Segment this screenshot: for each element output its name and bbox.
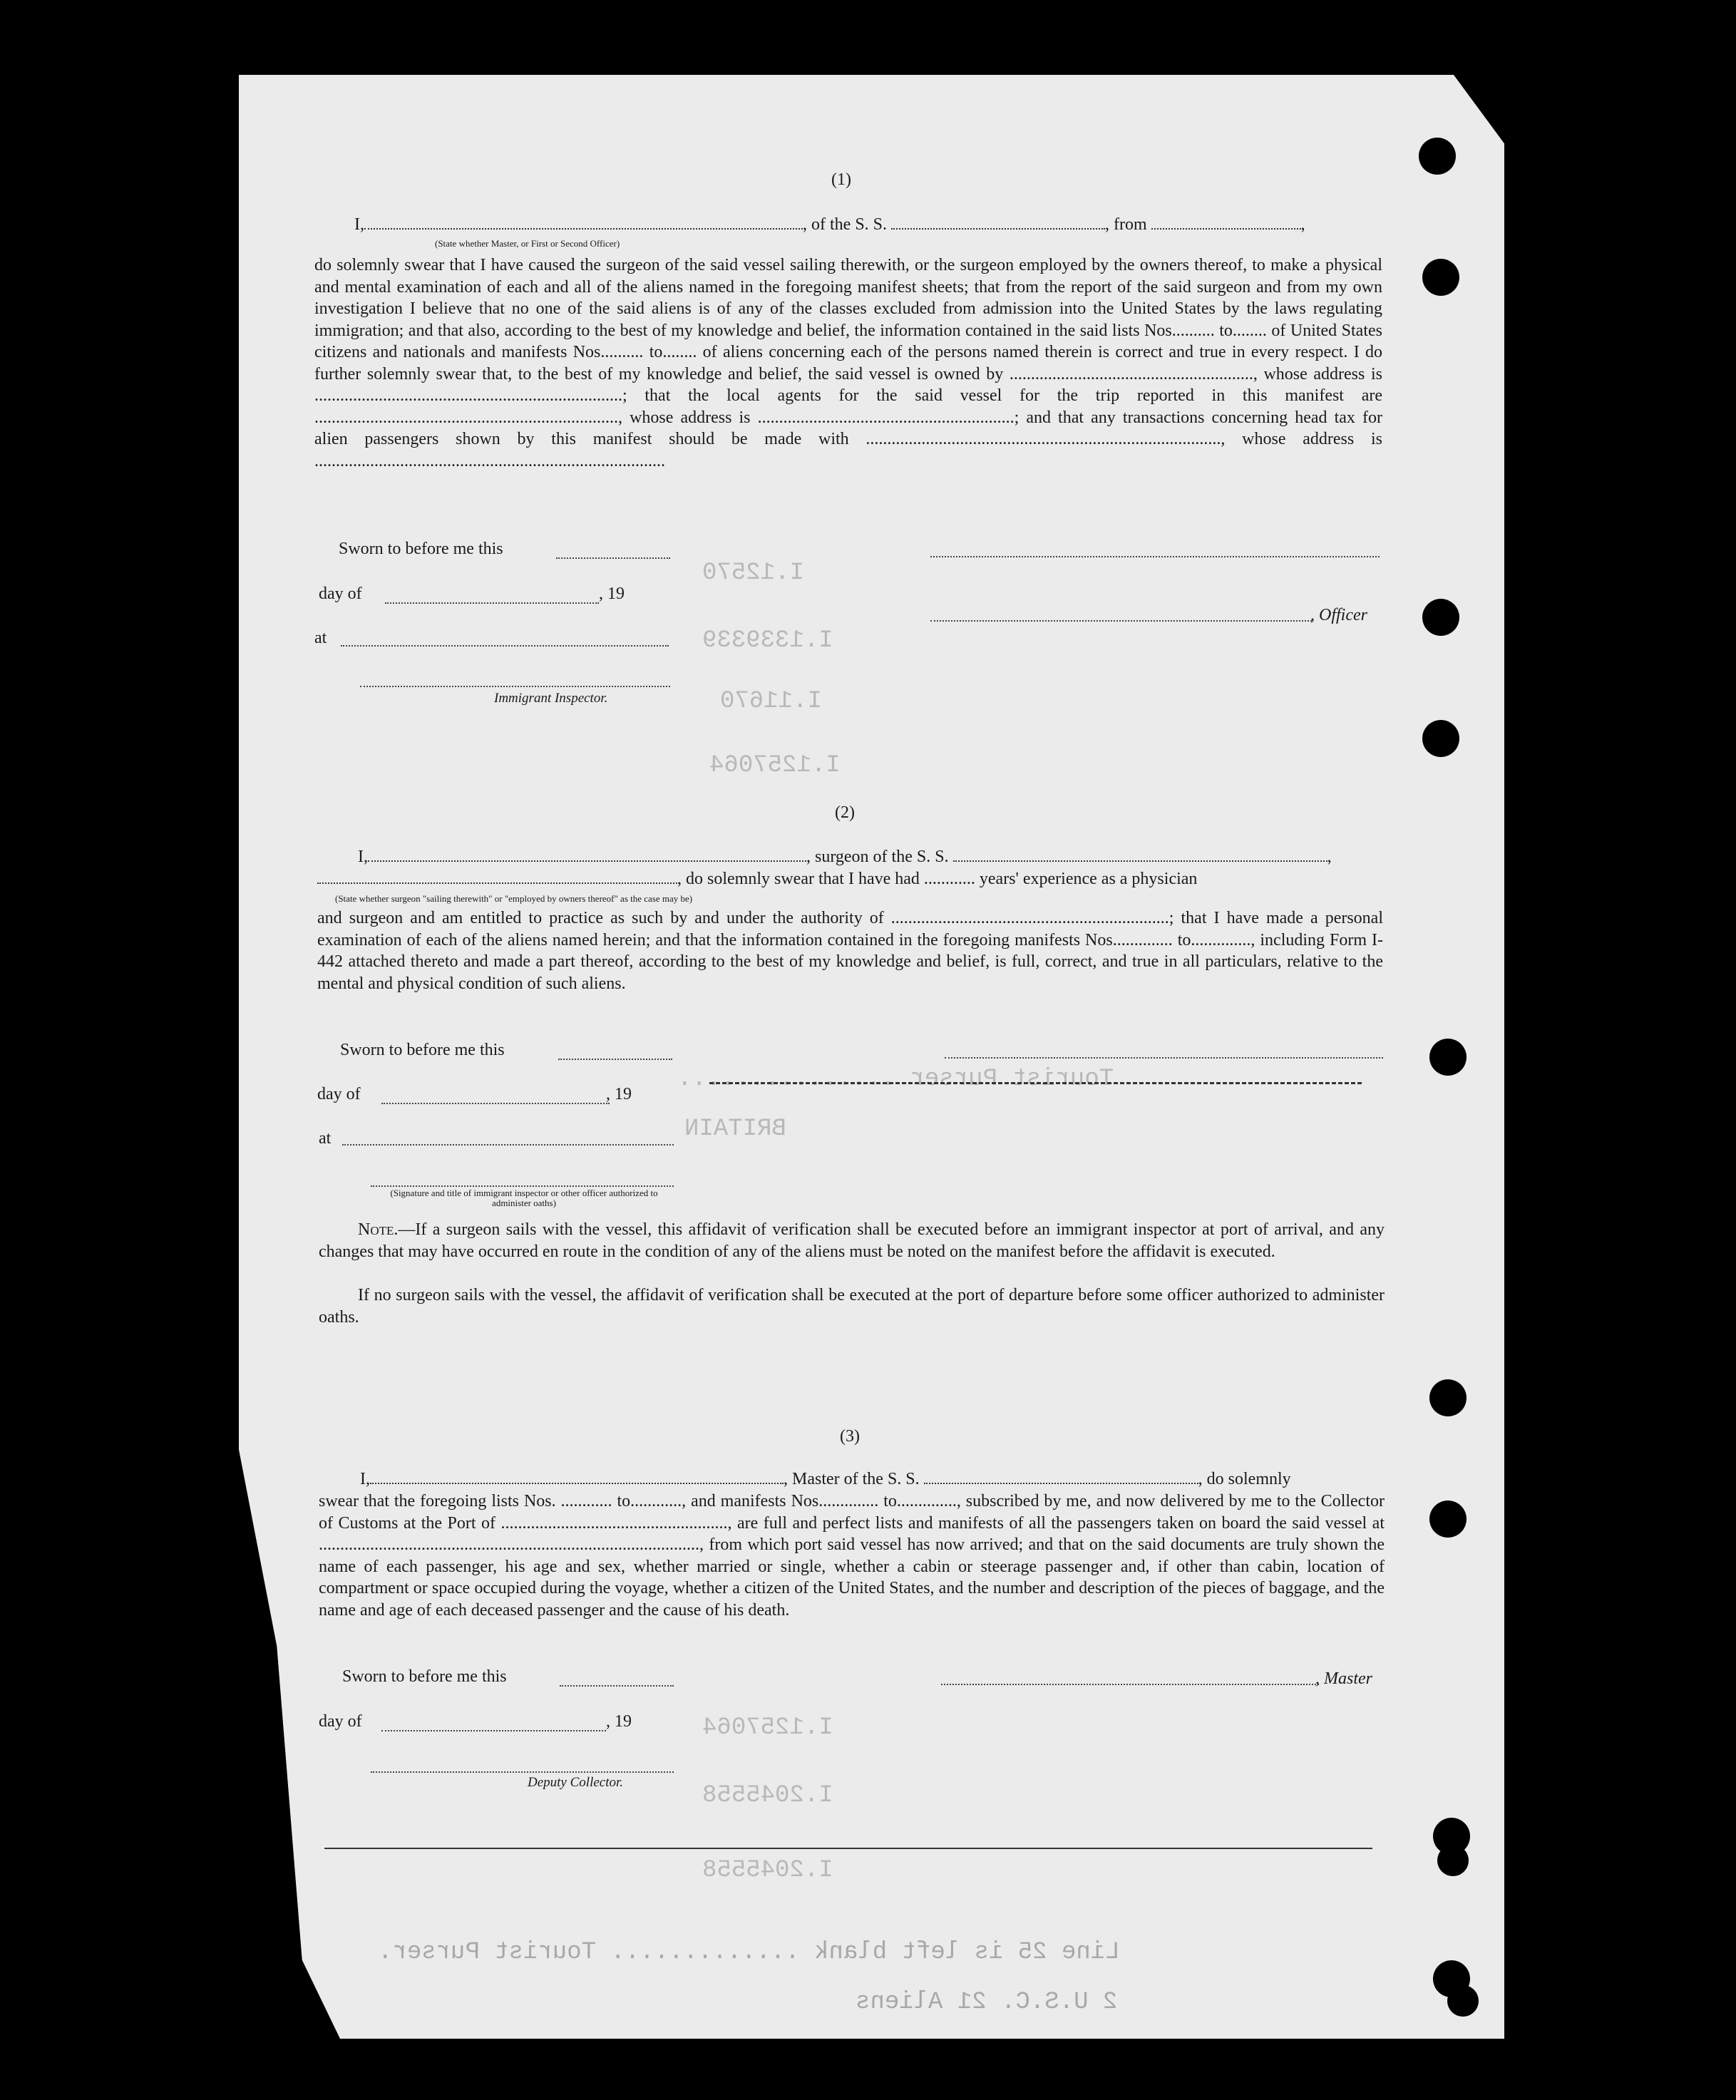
punch-hole (1437, 1845, 1469, 1876)
punch-hole (1429, 1379, 1467, 1416)
bleed-through-text: BRITAIN (684, 1116, 786, 1143)
blank-line (381, 1730, 606, 1731)
year-label: , 19 (606, 1712, 632, 1731)
section-1-intro: I, , of the S. S. , from , (354, 215, 1305, 234)
punch-hole (1422, 599, 1459, 636)
collector-label: Deputy Collector. (528, 1775, 624, 1790)
bleed-through-text: I.1339339 (702, 627, 833, 654)
ss-label: , of the S. S. (803, 215, 888, 234)
bleed-through-text: Tourist Purser ............... (677, 1066, 1114, 1093)
year-label: , 19 (599, 585, 625, 603)
section-2-note-2: If no surgeon sails with the vessel, the affidavit of verification shall be executed at the port of departure before some officer authorized to administer oaths. (319, 1286, 1385, 1327)
section-3-number: (3) (840, 1427, 860, 1446)
from-label: , from (1105, 215, 1147, 234)
master-ss-label: , Master of the S. S. (784, 1470, 920, 1488)
blank-line (371, 1771, 674, 1773)
section-2-line2: , do solemnly swear that I have had ............ years' experience as a physician (317, 868, 1197, 890)
punch-hole (1429, 1039, 1467, 1076)
blank-line (930, 556, 1380, 557)
officer-label: , Officer (1310, 606, 1367, 624)
surgeon-ss-label: , surgeon of the S. S. (806, 848, 949, 866)
at-label: at (314, 629, 327, 647)
signature-note: (Signature and title of immigrant inspector or other officer authorized to administer oaths) (390, 1188, 658, 1208)
section-3-intro: I, , Master of the S. S. , do solemnly (360, 1470, 1291, 1488)
day-label: day of (317, 1085, 361, 1103)
blank-line (558, 1059, 672, 1060)
sworn-label: Sworn to before me this (339, 540, 503, 558)
blank-line (360, 686, 670, 687)
master-note: (State whether Master, or First or Second Officer) (435, 238, 620, 249)
blank-line (341, 645, 669, 647)
punch-hole (1419, 138, 1456, 175)
blank-line (560, 1685, 674, 1687)
section-2-body: and surgeon and am entitled to practice as such by and under the authority of .................................................................; that I have made a personal examination of each of the aliens named herein; and that the information contained in the foregoing manifests Nos.............. to.............., including Form I-442 attached thereto and made a part thereof, according to the best of my knowledge and belief, is full, correct, and true in all particulars, relative to the mental and physical condition of such aliens. (317, 909, 1383, 993)
bottom-rule (324, 1848, 1372, 1849)
bleed-through-text: I.11670 (720, 688, 822, 715)
sworn-label: Sworn to before me this (340, 1041, 505, 1059)
surgeon-note: (State whether surgeon "sailing therewith" or "employed by owners thereof" as the case may be) (335, 893, 693, 904)
day-label: day of (319, 585, 362, 603)
punch-hole (1447, 1985, 1479, 2017)
note-label: Note. (358, 1220, 399, 1239)
year-label: , 19 (606, 1085, 632, 1103)
day-label: day of (319, 1712, 362, 1731)
punch-hole (1429, 1501, 1467, 1538)
bleed-through-text: I.1257064 (709, 752, 841, 779)
punch-hole (1422, 720, 1459, 757)
section-2-note: Note.—If a surgeon sails with the vessel, this affidavit of verification shall be executed before an immigrant inspector at port of arrival, and any changes that may have occurred en route in the condition of any of the aliens must be noted on the manifest before the affidavit is executed. (319, 1220, 1385, 1261)
bleed-through-text: I.2045558 (702, 1857, 833, 1884)
section-2-intro: I, , surgeon of the S. S. , (358, 848, 1332, 866)
bleed-through-text: Line 25 is left blank ............. Tourist Purser. (378, 1939, 1120, 1966)
blank-line (342, 1144, 674, 1146)
blank-line (381, 1103, 610, 1104)
punch-hole (1422, 259, 1459, 296)
inspector-label: Immigrant Inspector. (494, 691, 608, 706)
blank-line (371, 1185, 674, 1187)
bleed-through-text: 2 U.S.C. 21 Aliens (856, 1989, 1118, 2016)
section-2-number: (2) (835, 803, 855, 822)
sworn-label: Sworn to before me this (342, 1667, 507, 1686)
section-1-number: (1) (831, 170, 851, 189)
at-label: at (319, 1129, 332, 1148)
blank-line (556, 557, 670, 559)
master-label: , Master (1315, 1669, 1372, 1688)
blank-line (941, 1684, 1319, 1685)
blank-line (930, 620, 1312, 622)
blank-line (385, 602, 599, 604)
section-1-body: do solemnly swear that I have caused the surgeon of the said vessel sailing therewith, or the surgeon employed by the owners thereof, to make a physical and mental examination of each and all of the aliens named in the foregoing manifest sheets; that from the report of the said surgeon and from my own investigation I believe that no one of the said aliens is of any of the classes excluded from admission into the United States by the laws regulating immigration; and that also, according to the best of my knowledge and belief, the information contained in the said lists Nos.......... to........ of United States citizens and nationals and manifests Nos.......... to........ of aliens concerning each of the persons named therein is correct and true in every respect. I do further solemnly swear that, to the best of my knowledge and belief, the said vessel is owned by ........................................................., whose address is ........................................................................; that the local agents for the said vessel for the trip reported in this manifest are ......................................................................., whose address is ............................................................; and that any transactions concerning head tax for alien passengers shown by this manifest should be made with ..................................................................................., whose address is .................................................................................. (314, 256, 1382, 470)
bleed-through-text: I.2045558 (702, 1782, 833, 1809)
bleed-through-text: I.1257064 (702, 1714, 833, 1741)
section-3-body: swear that the foregoing lists Nos. ............ to............, and manifests Nos.............. to.............., subscribed by me, and now delivered by me to the Collector of Customs at the Port of ....................................................., are full and perfect lists and manifests of all the passengers taken on board the said vessel at ........................................................................................., from which port said vessel has now arrived; and that on the said documents are truly shown the name of each passenger, his age and sex, whether married or single, whether a cabin or steerage passenger and, if other than cabin, location of compartment or space occupied during the voyage, whether a citizen of the United States, and the number and description of the pieces of baggage, and the name and age of each deceased passenger and the cause of his death. (319, 1492, 1385, 1620)
bleed-through-text: I.12570 (702, 560, 804, 587)
blank-line (945, 1057, 1383, 1059)
divider (709, 1082, 1362, 1084)
